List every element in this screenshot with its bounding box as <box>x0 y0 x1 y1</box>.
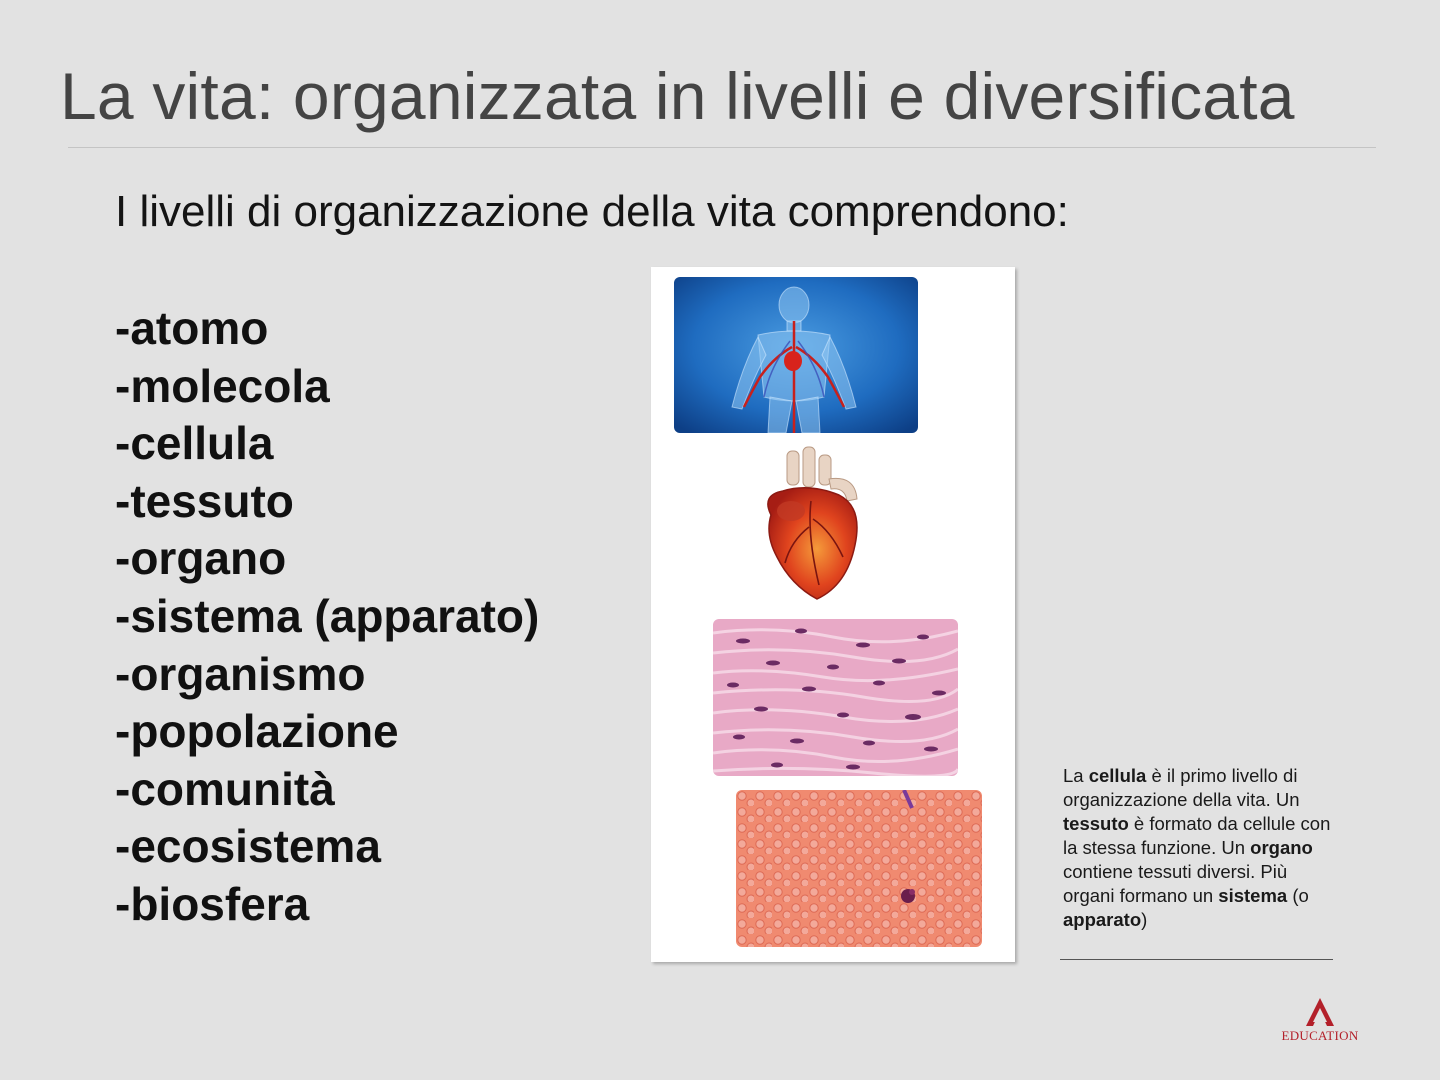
intro-text: I livelli di organizzazione della vita comprendono: <box>115 187 1069 236</box>
slide-title: La vita: organizzata in livelli e diversificata <box>60 59 1295 133</box>
title-divider <box>68 147 1376 148</box>
logo-text: EDUCATION <box>1281 1028 1359 1043</box>
level-item: -biosfera <box>115 877 310 930</box>
human-body-image <box>674 277 918 433</box>
level-item: -organo <box>115 532 287 585</box>
level-item: -ecosistema <box>115 820 381 873</box>
muscle-tissue-image <box>713 619 958 776</box>
organization-levels-figure <box>651 267 1015 962</box>
level-item: -sistema (apparato) <box>115 589 540 642</box>
level-item: -molecola <box>115 359 330 412</box>
publisher-logo <box>1276 996 1364 1046</box>
logo-mark-icon <box>1300 996 1340 1028</box>
levels-list <box>115 300 539 934</box>
blood-cells-image <box>736 790 982 947</box>
level-item: -cellula <box>115 417 274 470</box>
heart-image <box>751 445 881 605</box>
level-item: -comunità <box>115 762 335 815</box>
level-item: -tessuto <box>115 474 294 527</box>
level-item: -popolazione <box>115 705 399 758</box>
figure-caption: La cellula è il primo livello di organizzazione della vita. Un tessuto è formato da cellule con la stessa funzione. Un organo contiene tessuti diversi. Più organi formano un sistema (o apparato) <box>1063 765 1331 930</box>
caption-divider <box>1060 959 1333 960</box>
level-item: -organismo <box>115 647 366 700</box>
level-item: -atomo <box>115 302 269 354</box>
